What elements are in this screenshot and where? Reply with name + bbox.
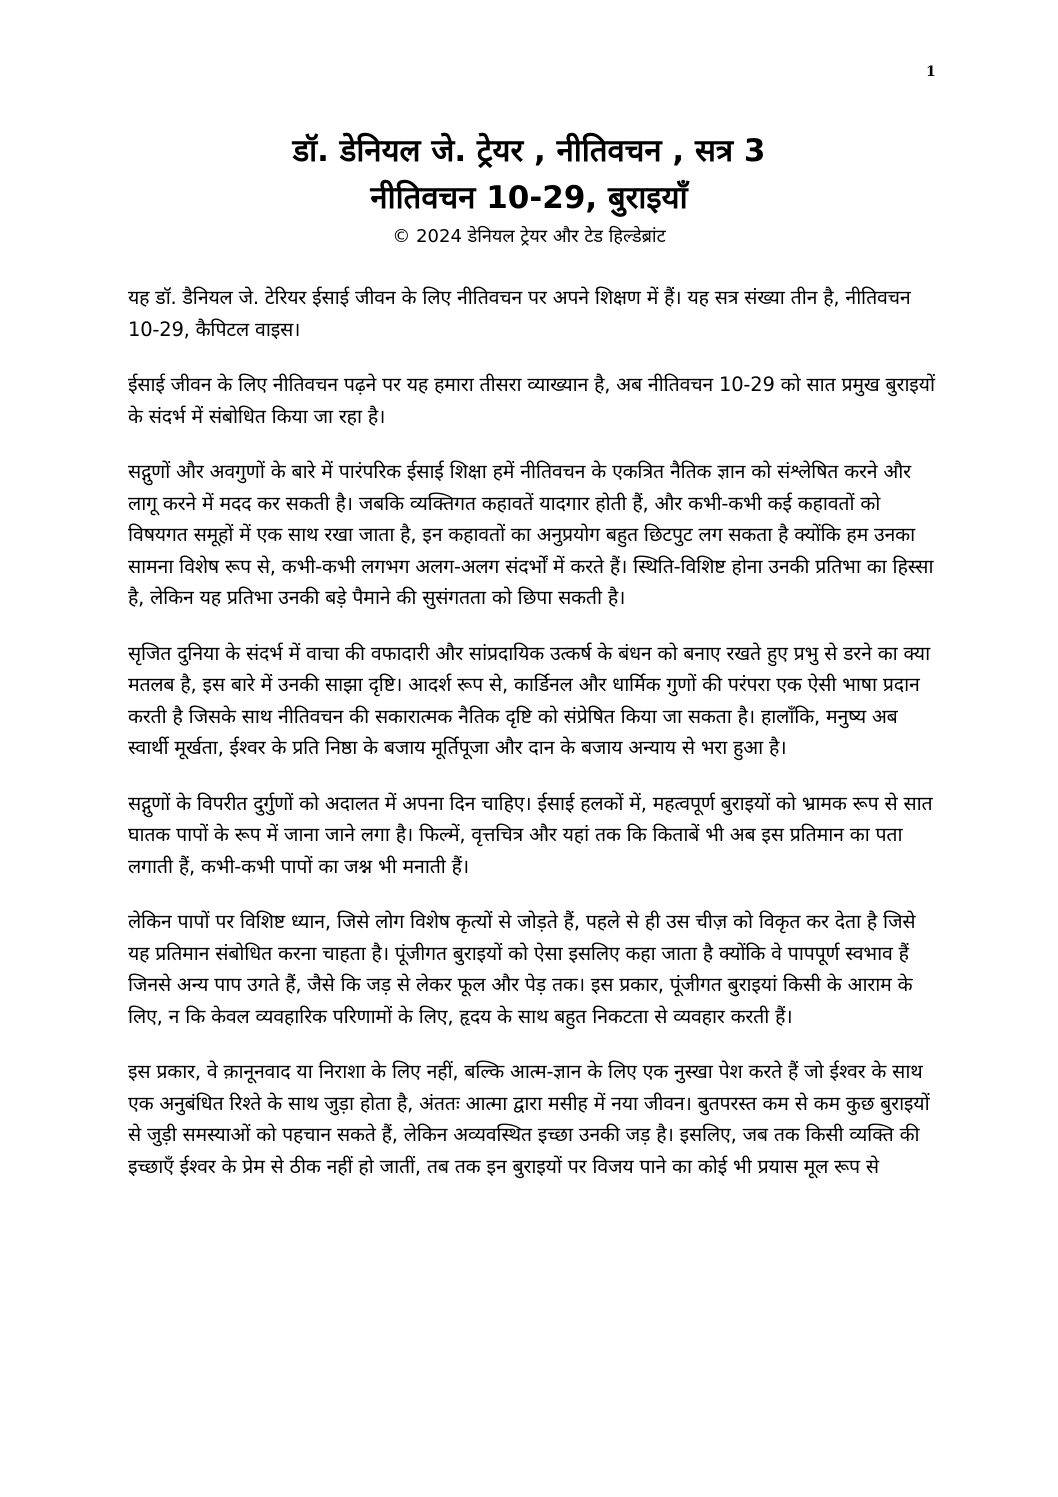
document-subtitle: नीतिवचन 10-29, बुराइयाँ: [370, 180, 688, 216]
paragraph-7: इस प्रकार, वे क़ानूनवाद या निराशा के लिए नहीं, बल्कि आत्म-ज्ञान के लिए एक नुस्खा पेश करते हैं जो ईश्वर के साथ एक अनुबंधित रिश्ते के साथ जुड़ा होता है, अंततः आत्मा द्वारा मसीह में नया जीवन। बुतपरस्त कम से कम कुछ बुराइयों से जुड़ी समस्याओं को पहचान सकते हैं, लेकिन अव्यवस्थित इच्छा उनकी जड़ है। इसलिए, जब तक किसी व्यक्ति की इच्छाएँ ईश्वर के प्रेम से ठीक नहीं हो जातीं, तब तक इन बुराइयों पर विजय पाने का कोई भी प्रयास मूल रूप से: [128, 1060, 930, 1178]
paragraph-6: लेकिन पापों पर विशिष्ट ध्यान, जिसे लोग विशेष कृत्यों से जोड़ते हैं, पहले से ही उस चीज़ को विकृत कर देता है जिसे यह प्रतिमान संबोधित करना चाहता है। पूंजीगत बुराइयों को ऐसा इसलिए कहा जाता है क्योंकि वे पापपूर्ण स्वभाव हैं जिनसे अन्य पाप उगते हैं, जैसे कि जड़ से लेकर फूल और पेड़ तक। इस प्रकार, पूंजीगत बुराइयां किसी के आराम के लिए, न कि केवल व्यवहारिक परिणामों के लिए, हृदय के साथ बहुत निकटता से व्यवहार करती हैं।: [128, 910, 916, 1028]
paragraph-1: यह डॉ. डैनियल जे. टेरियर ईसाई जीवन के लिए नीतिवचन पर अपने शिक्षण में हैं। यह सत्र संख्या तीन है, नीतिवचन 10-29, कैपिटल वाइस।: [128, 286, 911, 341]
page-number: 1: [926, 64, 936, 80]
copyright-line: © 2024 डेनियल ट्रेयर और टेड हिल्डेब्रांट: [392, 226, 666, 247]
paragraph-4: सृजित दुनिया के संदर्भ में वाचा की वफादारी और सांप्रदायिक उत्कर्ष के बंधन को बनाए रखते हुए प्रभु से डरने का क्या मतलब है, इस बारे में उनकी साझा दृष्टि। आदर्श रूप से, कार्डिनल और धार्मिक गुणों की परंपरा एक ऐसी भाषा प्रदान करती है जिसके साथ नीतिवचन की सकारात्मक नैतिक दृष्टि को संप्रेषित किया जा सकता है। हालाँकि, मनुष्य अब स्वार्थी मूर्खता, ईश्वर के प्रति निष्ठा के बजाय मूर्तिपूजा और दान के बजाय अन्याय से भरा हुआ है।: [128, 641, 930, 759]
paragraph-2: ईसाई जीवन के लिए नीतिवचन पढ़ने पर यह हमारा तीसरा व्याख्यान है, अब नीतिवचन 10-29 को सात प्रमुख बुराइयों के संदर्भ में संबोधित किया जा रहा है।: [128, 373, 935, 428]
title-block: [0, 128, 1058, 252]
document-title: डॉ. डेनियल जे. ट्रेयर , नीतिवचन , सत्र 3: [292, 133, 766, 169]
paragraph-5: सद्गुणों के विपरीत दुर्गुणों को अदालत में अपना दिन चाहिए। ईसाई हलकों में, महत्वपूर्ण बुराइयों को भ्रामक रूप से सात घातक पापों के रूप में जाना जाने लगा है। फिल्में, वृत्तचित्र और यहां तक कि किताबें भी अब इस प्रतिमान का पता लगाती हैं, कभी-कभी पापों का जश्न भी मनाती हैं।: [128, 791, 933, 878]
document-body: [128, 282, 940, 1206]
paragraph-3: सद्गुणों और अवगुणों के बारे में पारंपरिक ईसाई शिक्षा हमें नीतिवचन के एकत्रित नैतिक ज्ञान को संश्लेषित करने और लागू करने में मदद कर सकती है। जबकि व्यक्तिगत कहावतें यादगार होती हैं, और कभी-कभी कई कहावतों को विषयगत समूहों में एक साथ रखा जाता है, इन कहावतों का अनुप्रयोग बहुत छिटपुट लग सकता है क्योंकि हम उनका सामना विशेष रूप से, कभी-कभी लगभग अलग-अलग संदर्भों में करते हैं। स्थिति-विशिष्ट होना उनकी प्रतिभा का हिस्सा है, लेकिन यह प्रतिभा उनकी बड़े पैमाने की सुसंगतता को छिपा सकती है।: [128, 460, 934, 609]
